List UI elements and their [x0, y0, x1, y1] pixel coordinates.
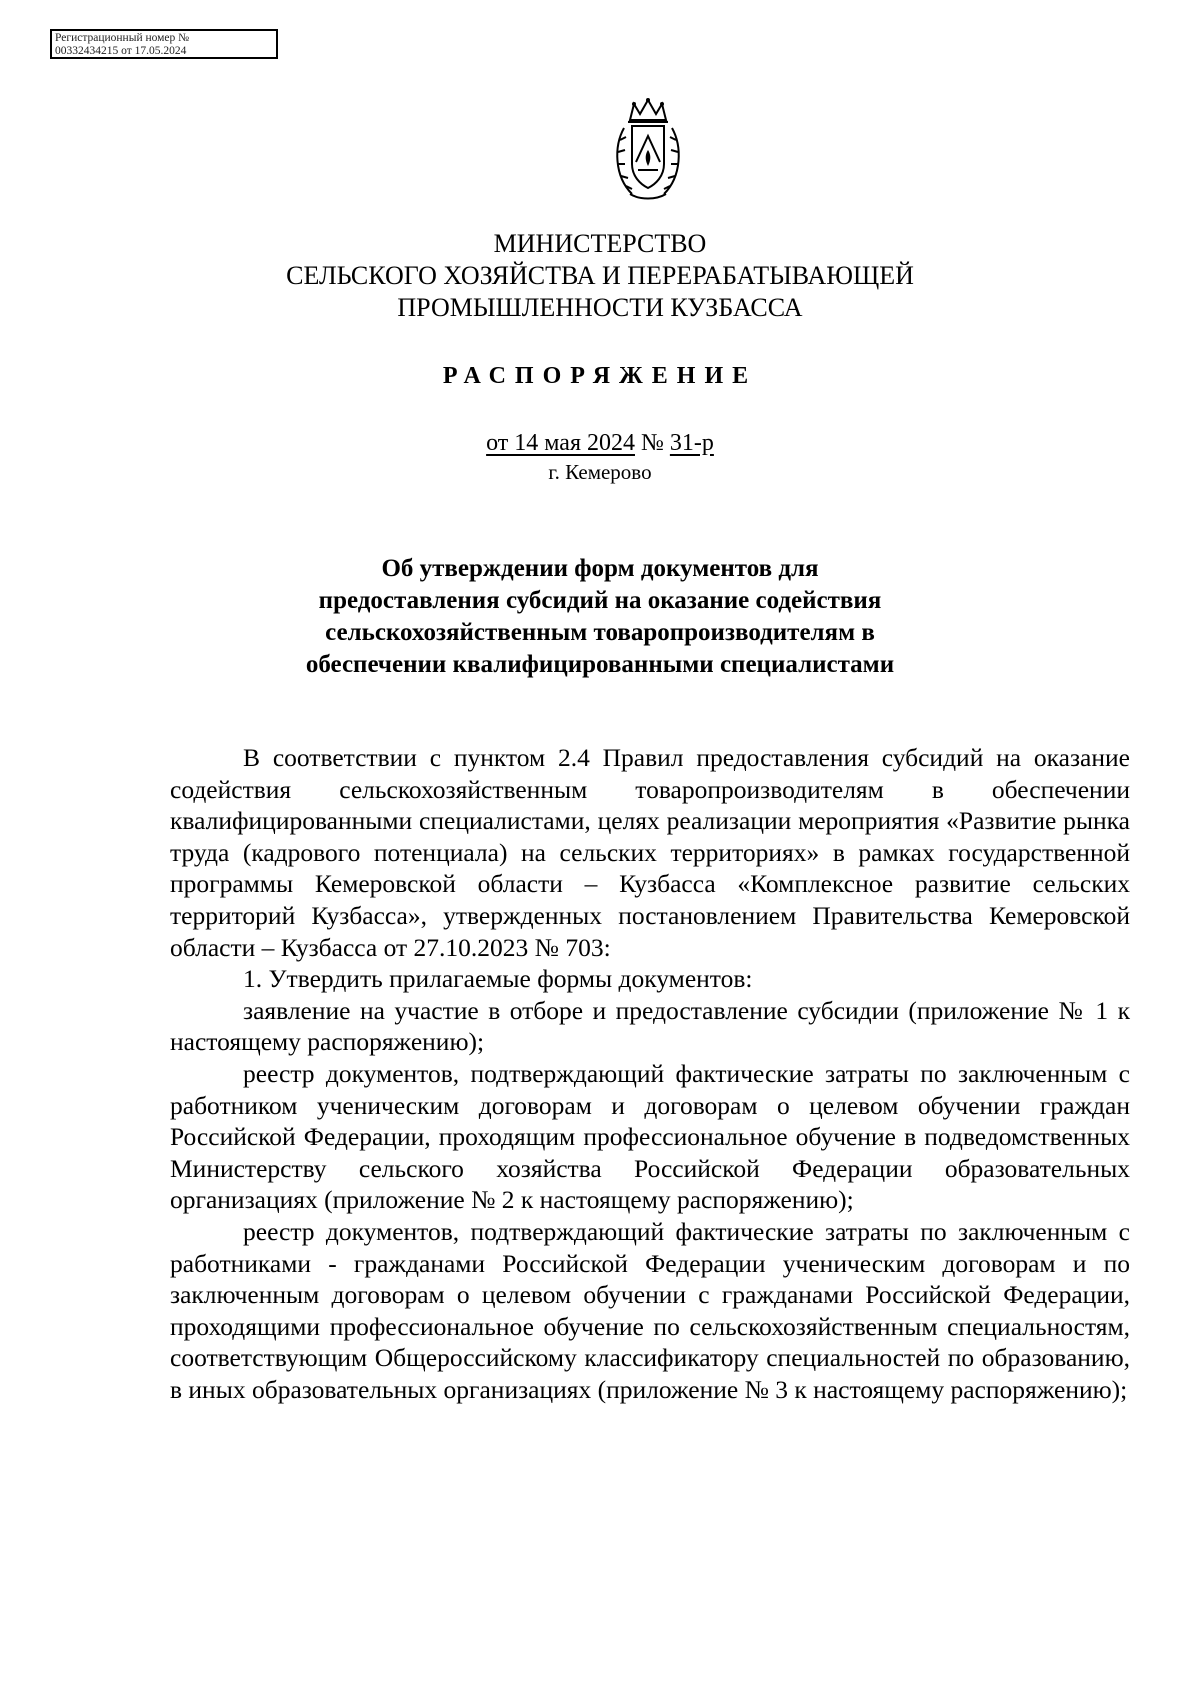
registration-stamp — [50, 29, 278, 59]
paragraph-form-3: реестр документов, подтверждающий фактические затраты по заключенным с работниками - гражданами Российской Федерации ученическим договорам и по заключенным договорам о целевом обучении с гражданами Российской Федерации, проходящими профессиональное обучение по сельскохозяйственным специальностям, соответствующим Общероссийскому классификатору специальностей по образованию, в иных образовательных организациях (приложение № 3 к настоящему распоряжению); — [170, 1216, 1130, 1404]
order-number: 31-р — [669, 430, 714, 456]
registration-line-2: 00332434215 от 17.05.2024 — [55, 45, 187, 57]
subject-line-2: предоставления субсидий на оказание содействия — [318, 587, 882, 614]
document-body — [170, 742, 1130, 1405]
ministry-name — [0, 228, 1200, 324]
paragraph-form-2: реестр документов, подтверждающий фактические затраты по заключенным с работником ученическим договорам и договорам о целевом обучении граждан Российской Федерации, проходящим профессиональное обучение в подведомственных Министерству сельского хозяйства Российской Федерации образовательных организациях (приложение № 2 к настоящему распоряжению); — [170, 1058, 1130, 1215]
paragraph-preamble: В соответствии с пунктом 2.4 Правил предоставления субсидий на оказание содействия сельскохозяйственным товаропроизводителям в обеспечении квалифицированными специалистами, целях реализации мероприятия «Развитие рынка труда (кадрового потенциала) на сельских территориях» в рамках государственной программы Кемеровской области – Кузбасса «Комплексное развитие сельских территорий Кузбасса», утвержденных постановлением Правительства Кемеровской области – Кузбасса от 27.10.2023 № 703: — [170, 743, 1130, 962]
ministry-line-3: ПРОМЫШЛЕННОСТИ КУЗБАССА — [397, 293, 803, 322]
paragraph-form-1: заявление на участие в отборе и предоставление субсидии (приложение № 1 к настоящему распоряжению); — [170, 995, 1130, 1057]
ministry-line-1: МИНИСТЕРСТВО — [493, 229, 707, 258]
paragraph-item-1: 1. Утвердить прилагаемые формы документов: — [243, 964, 753, 994]
registration-line-1: Регистрационный номер № — [55, 32, 190, 44]
subject-line-4: обеспечении квалифицированными специалистами — [305, 651, 895, 678]
order-date: от 14 мая 2024 — [486, 430, 635, 456]
subject-line-3: сельскохозяйственным товаропроизводителям в — [325, 619, 875, 646]
subject-line-1: Об утверждении форм документов для — [381, 555, 819, 582]
coat-of-arms-icon — [610, 96, 686, 202]
document-subject — [0, 553, 1200, 681]
document-type: РАСПОРЯЖЕНИЕ — [442, 363, 758, 389]
date-number-line — [0, 428, 1200, 458]
city: г. Кемерово — [548, 460, 652, 484]
ministry-line-2: СЕЛЬСКОГО ХОЗЯЙСТВА И ПЕРЕРАБАТЫВАЮЩЕЙ — [286, 261, 914, 290]
number-sign: № — [640, 430, 664, 456]
